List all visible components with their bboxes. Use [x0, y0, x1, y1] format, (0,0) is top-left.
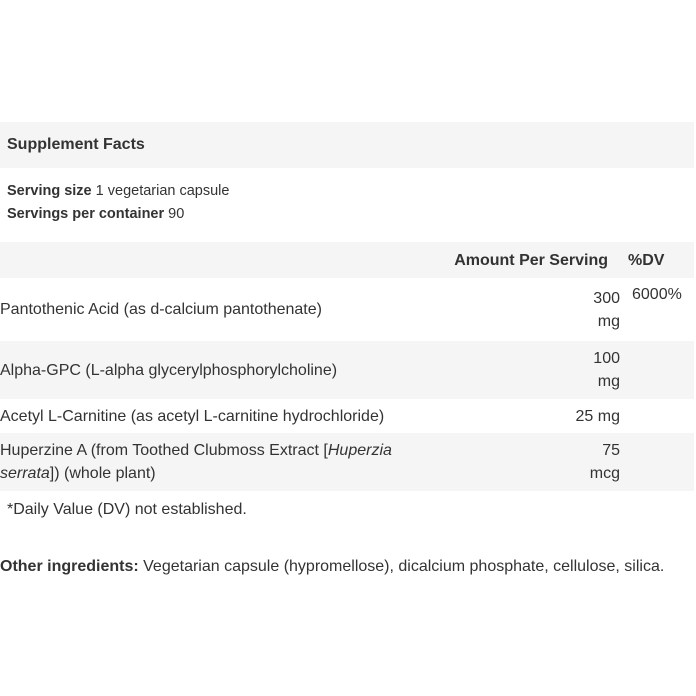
amount-unit: mg — [597, 312, 620, 330]
ingredient-dv — [620, 278, 694, 341]
ingredient-name: Acetyl L-Carnitine (as acetyl L-carnitine hydrochloride) — [0, 407, 385, 425]
ingredient-amount — [428, 341, 620, 399]
other-ingredients-label: Other ingredients: — [0, 558, 139, 575]
table-row — [0, 341, 694, 399]
ingredient-name — [0, 433, 428, 491]
ingredient-amount — [428, 433, 620, 491]
facts-table — [0, 242, 694, 491]
table-header-row — [0, 242, 694, 278]
ingredient-latin-name: Huperzia serrata — [0, 442, 392, 482]
dv-value: 6000% — [632, 286, 682, 303]
amount-value: 75 — [602, 442, 620, 459]
supplement-facts-panel — [0, 122, 694, 521]
ingredient-name-part: ]) (whole plant) — [49, 465, 156, 482]
header-dv: %DV — [620, 242, 694, 278]
daily-value-footnote: *Daily Value (DV) not established. — [7, 501, 247, 518]
header-amount: Amount Per Serving — [428, 242, 620, 278]
ingredient-name: Pantothenic Acid (as d-calcium pantothenate) — [0, 301, 322, 318]
amount-unit: mcg — [589, 465, 620, 482]
ingredient-amount: 25 mg — [575, 407, 620, 425]
serving-size-row — [7, 180, 687, 203]
amount-value: 300 — [593, 289, 620, 307]
amount-unit: mg — [597, 373, 620, 390]
header-name-cell — [0, 242, 428, 278]
other-ingredients — [0, 555, 696, 578]
ingredient-dv — [620, 341, 694, 399]
servings-per-container-value: 90 — [168, 206, 185, 222]
ingredient-amount — [428, 278, 620, 341]
ingredient-name: Alpha-GPC (L-alpha glycerylphosphorylcholine) — [0, 341, 428, 399]
serving-info — [0, 168, 694, 230]
table-row — [0, 433, 694, 491]
panel-title: Supplement Facts — [0, 122, 694, 168]
ingredient-dv — [620, 433, 694, 491]
table-row — [0, 399, 694, 433]
other-ingredients-text: Vegetarian capsule (hypromellose), dicalcium phosphate, cellulose, silica. — [143, 558, 665, 575]
serving-size-value: 1 vegetarian capsule — [95, 183, 230, 199]
ingredient-name-part: Huperzine A (from Toothed Clubmoss Extract [ — [0, 442, 328, 459]
serving-size-label: Serving size — [7, 183, 92, 199]
servings-per-container-label: Servings per container — [7, 206, 165, 222]
table-row — [0, 278, 694, 341]
servings-per-container-row — [7, 203, 687, 226]
amount-value: 100 — [593, 350, 620, 367]
ingredient-dv — [620, 399, 694, 433]
